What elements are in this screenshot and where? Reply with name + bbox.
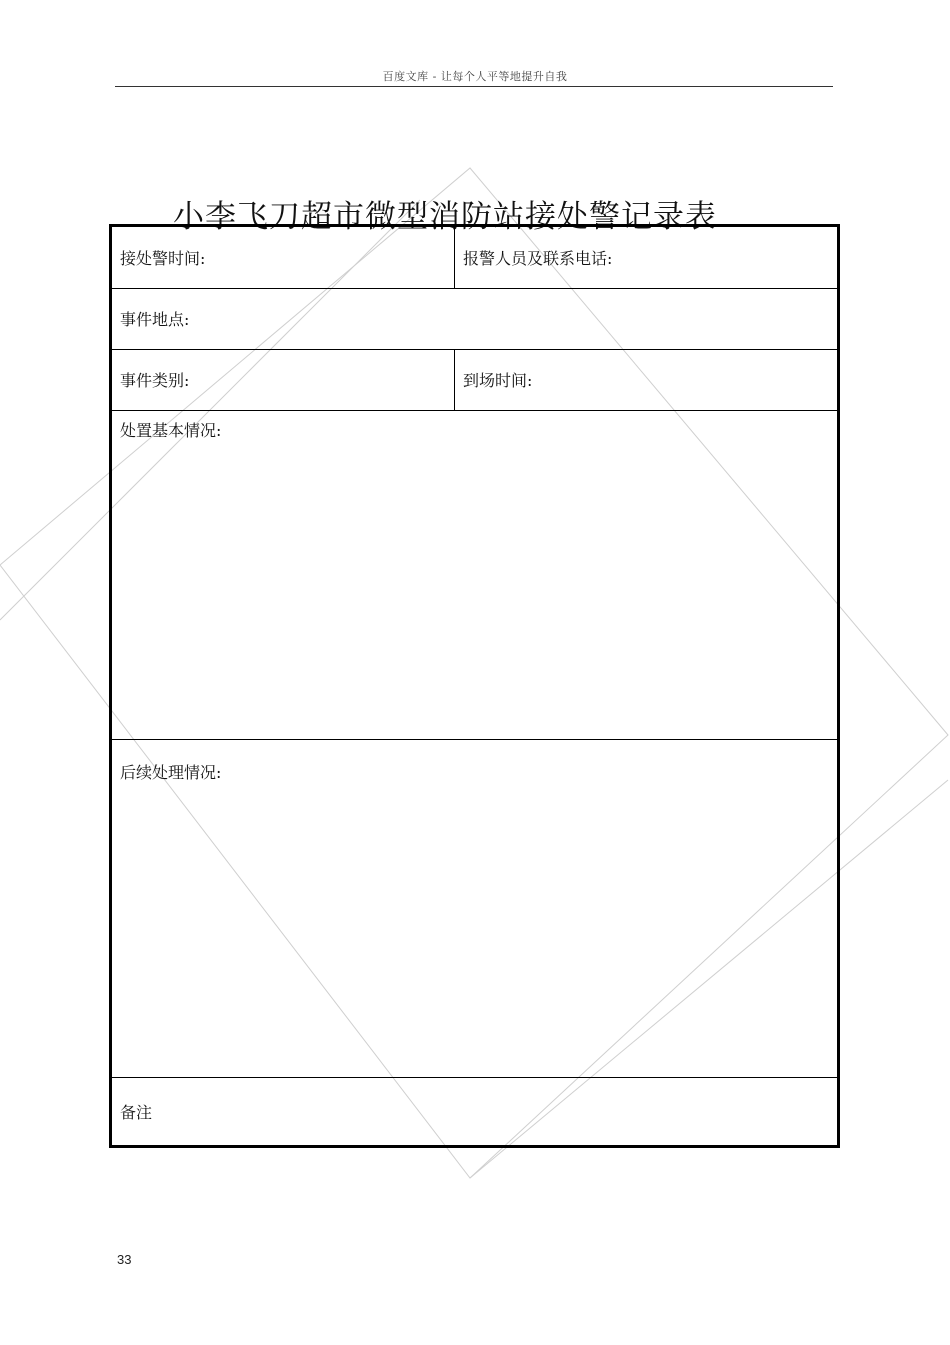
form-row-handling bbox=[112, 411, 837, 740]
location-cell[interactable] bbox=[112, 289, 837, 349]
header-text: 百度文库 - 让每个人平等地提升自我 bbox=[382, 70, 568, 83]
alarm-record-form bbox=[109, 224, 840, 1148]
handling-label: 处置基本情况: bbox=[120, 421, 222, 440]
form-row-location bbox=[112, 289, 837, 350]
document-title: 小李飞刀超市微型消防站接处警记录表 bbox=[173, 198, 717, 235]
form-row-alarm-time bbox=[112, 227, 837, 289]
header-divider bbox=[115, 86, 833, 87]
reporter-cell[interactable] bbox=[455, 227, 837, 288]
reporter-label: 报警人员及联系电话: bbox=[463, 249, 613, 268]
form-row-remarks bbox=[112, 1078, 837, 1145]
location-label: 事件地点: bbox=[120, 310, 190, 329]
arrival-time-label: 到场时间: bbox=[463, 371, 533, 390]
followup-label: 后续处理情况: bbox=[120, 763, 222, 782]
arrival-time-cell[interactable] bbox=[455, 350, 837, 410]
form-row-category bbox=[112, 350, 837, 411]
remarks-cell[interactable] bbox=[112, 1078, 837, 1145]
remarks-label: 备注 bbox=[120, 1103, 153, 1122]
category-label: 事件类别: bbox=[120, 371, 190, 390]
alarm-time-cell[interactable] bbox=[112, 227, 455, 288]
handling-cell[interactable] bbox=[112, 411, 837, 739]
category-cell[interactable] bbox=[112, 350, 455, 410]
form-row-followup bbox=[112, 740, 837, 1078]
followup-cell[interactable] bbox=[112, 740, 837, 1077]
alarm-time-label: 接处警时间: bbox=[120, 249, 206, 268]
page-number: 33 bbox=[117, 1252, 132, 1267]
